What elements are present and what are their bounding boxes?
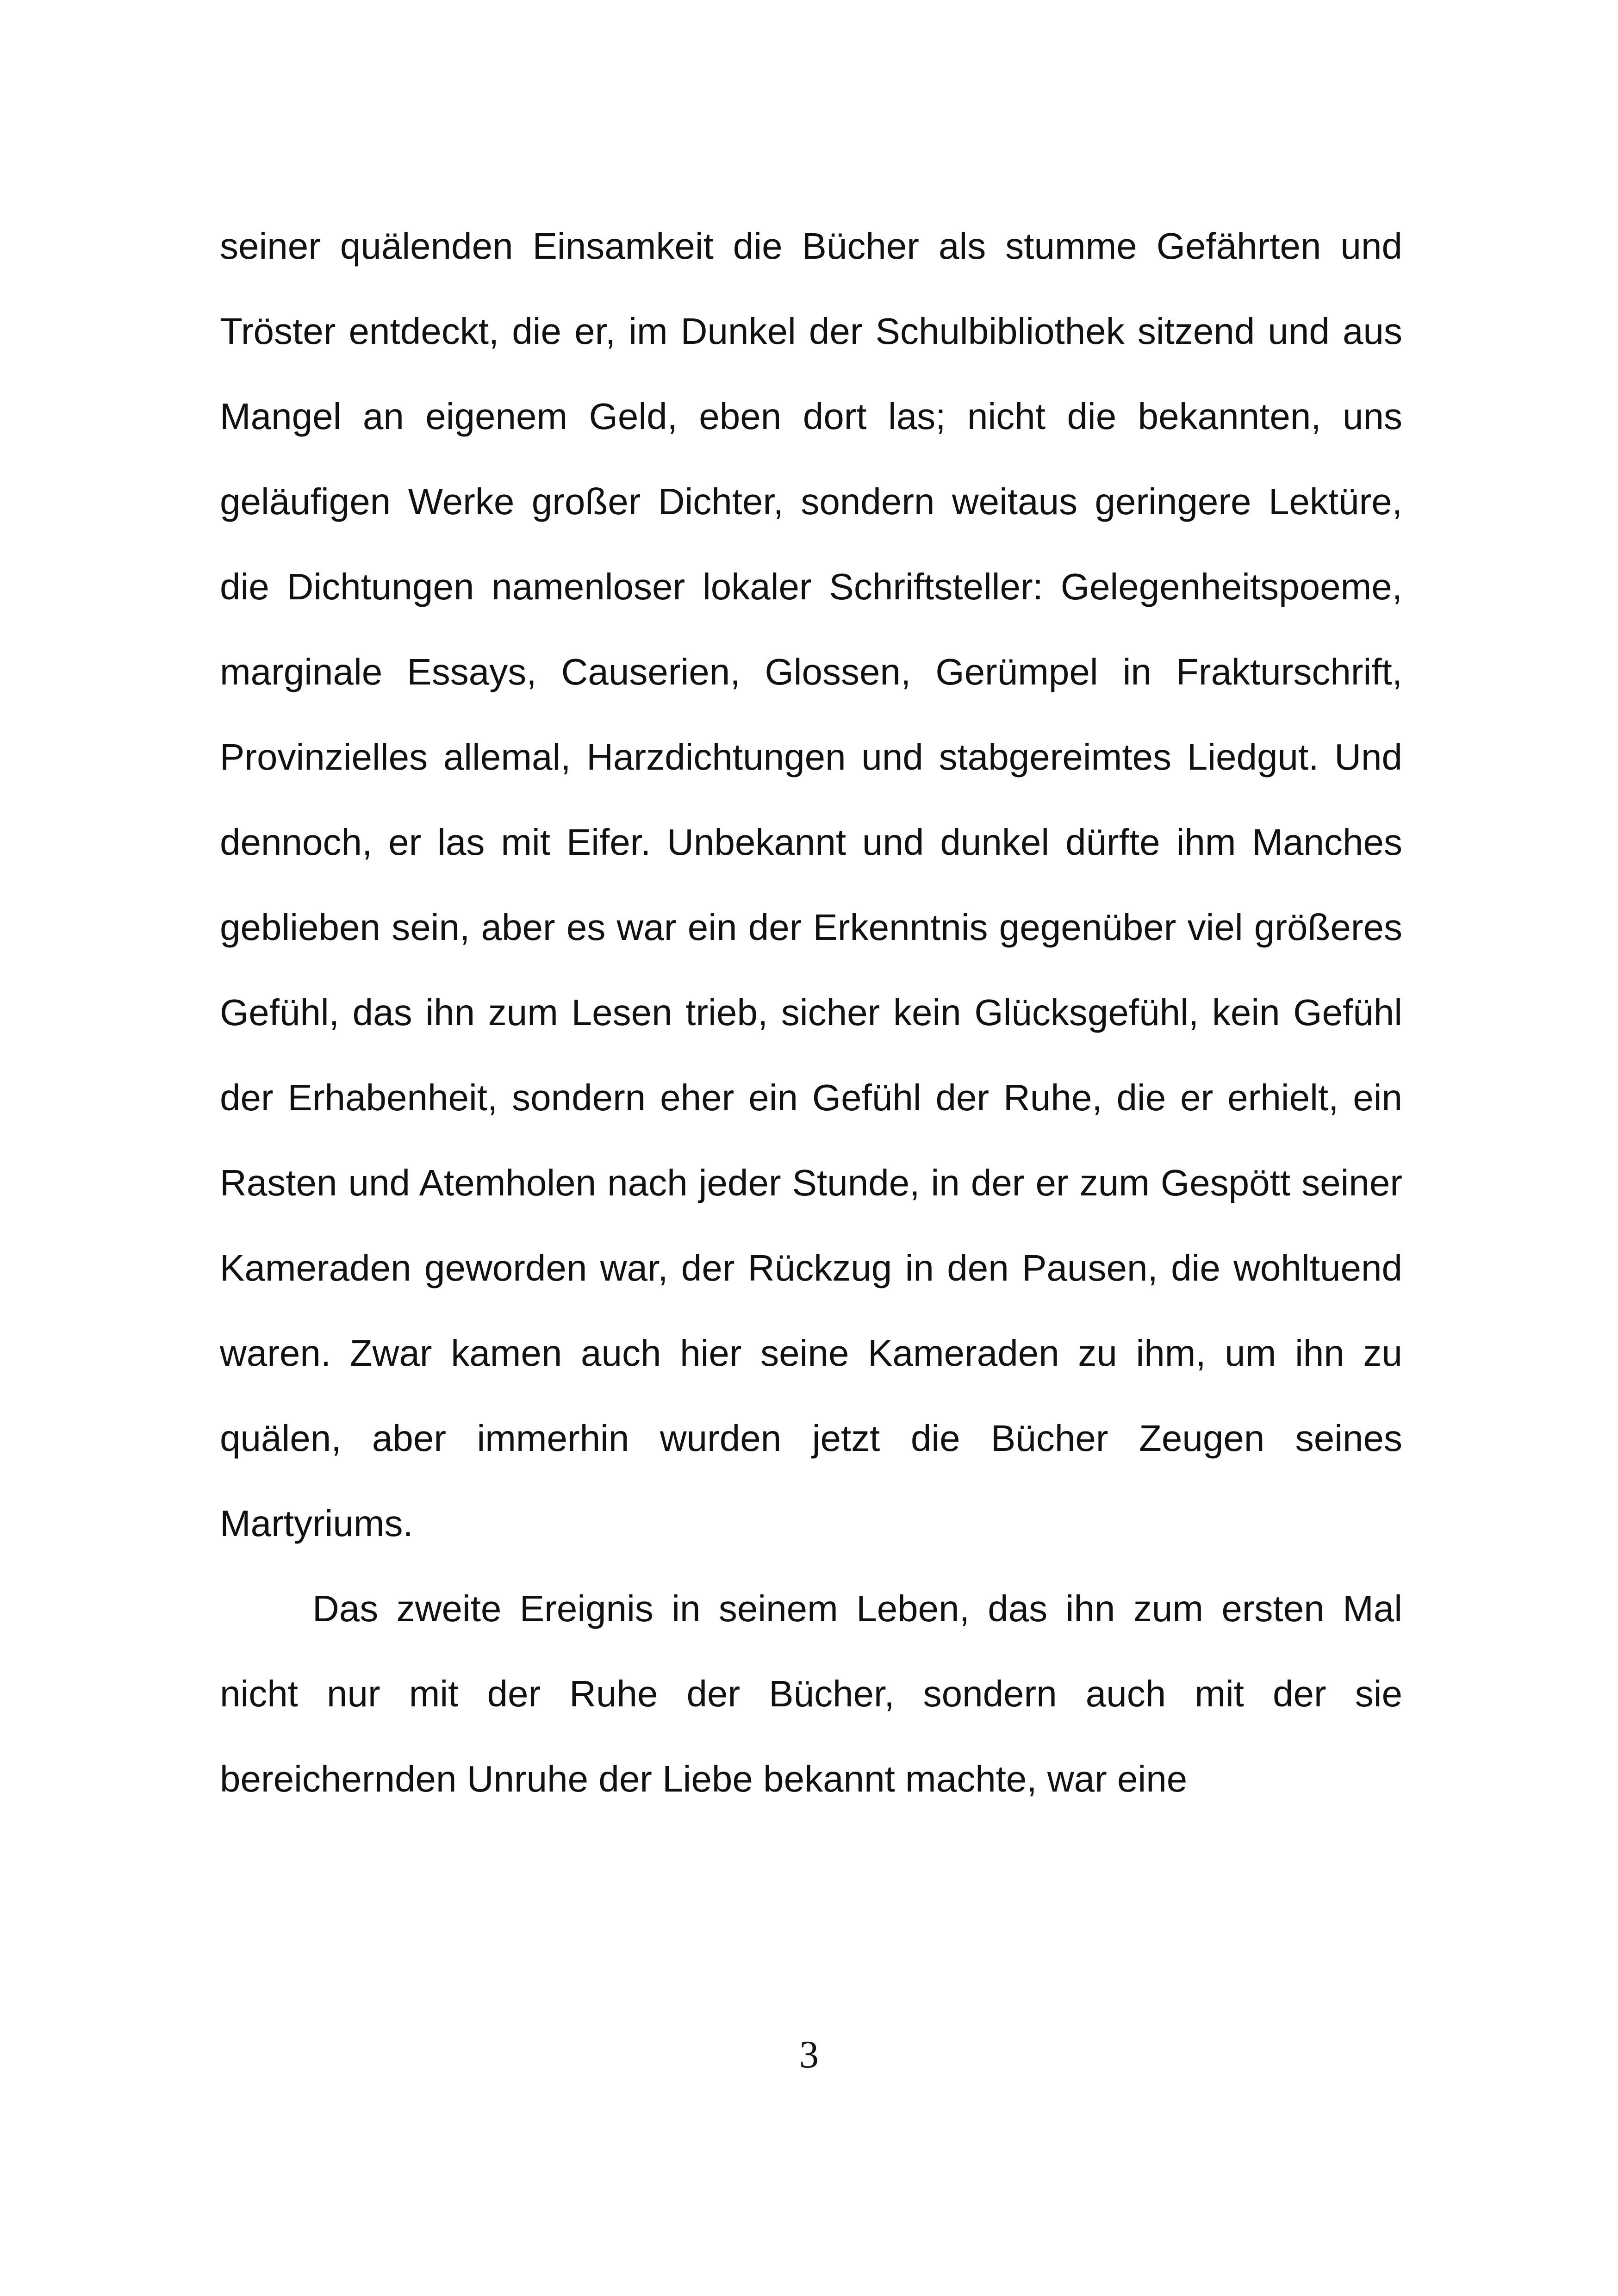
paragraph-2: Das zweite Ereignis in seinem Leben, das ihn zum ersten Mal nicht nur mit der Ruhe der Bücher, sondern auch mit der sie bereichernden Unruhe der Liebe bekannt machte, war eine xyxy=(220,1588,1402,1799)
paragraph-1: seiner quälenden Einsamkeit die Bücher als stumme Gefährten und Tröster entdeckt, die er, im Dunkel der Schulbibliothek sitzend und aus Mangel an eigenem Geld, eben dort las; nicht die bekannten, uns geläufigen Werke großer Dichter, sondern weitaus geringere Lektüre, die Dichtungen namenloser lokaler Schriftsteller: Gelegenheitspoeme, marginale Essays, Causerien, Glossen, Gerümpel in Frakturschrift, Provinzielles allemal, Harzdichtungen und stabgereimtes Liedgut. Und dennoch, er las mit Eifer. Unbekannt und dunkel dürfte ihm Manches geblieben sein, aber es war ein der Erkenntnis gegenüber viel größeres Gefühl, das ihn zum Lesen trieb, sicher kein Glücksgefühl, kein Gefühl der Erhabenheit, sondern eher ein Gefühl der Ruhe, die er erhielt, ein Rasten und Atemholen nach jeder Stunde, in der er zum Gespött seiner Kameraden geworden war, der Rückzug in den Pausen, die wohltuend waren. Zwar kamen auch hier seine Kameraden zu ihm, um ihn zu quälen, aber immerhin wurden jetzt die Bücher Zeugen seines Martyriums. xyxy=(220,225,1402,1544)
body-text xyxy=(220,204,1402,1822)
page-number: 3 xyxy=(799,2033,819,2076)
